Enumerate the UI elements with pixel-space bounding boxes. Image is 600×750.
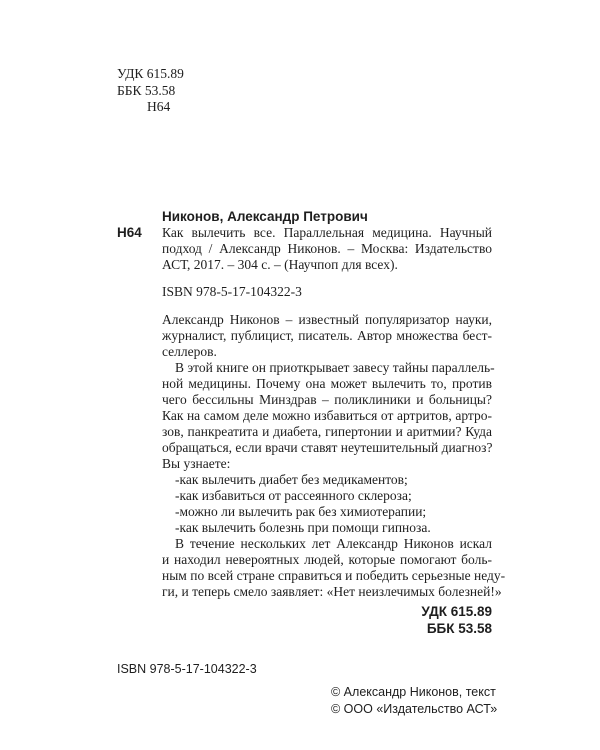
- annotation-line: Как на самом деле можно избавиться от артритов, артро-: [162, 408, 492, 423]
- annotation-line: Вы узнаете:: [162, 456, 231, 471]
- annotation-line: зов, панкреатита и диабета, гипертонии и аритмии? Куда: [162, 424, 492, 439]
- classification-block-top: [117, 66, 184, 116]
- udk-code-bottom: УДК 615.89: [421, 604, 492, 619]
- annotation-line: ным по всей стране справиться и победить серьезные неду-: [162, 568, 506, 583]
- isbn-bottom: ISBN 978-5-17-104322-3: [117, 662, 257, 676]
- annotation-list-item: -как избавиться от рассеянного склероза;: [175, 488, 412, 503]
- cutter-mark-record: Н64: [117, 225, 142, 240]
- title-line: подход / Александр Никонов. – Москва: Издательство: [162, 241, 492, 256]
- annotation-line: ги, и теперь смело заявляет: «Нет неизлечимых болезней!»: [162, 584, 502, 599]
- annotation-line: и находил невероятных людей, которые помогают боль-: [162, 552, 492, 567]
- annotation-line: В течение нескольких лет Александр Никонов искал: [175, 536, 492, 551]
- annotation-line: обращаться, если врачи ставят неутешительный диагноз?: [162, 440, 493, 455]
- annotation-list-item: -можно ли вылечить рак без химиотерапии;: [175, 504, 427, 519]
- annotation-line: Александр Никонов – известный популяризатор науки,: [162, 312, 492, 327]
- bbk-code-bottom: ББК 53.58: [426, 621, 492, 636]
- annotation-line: чего бессильны Минздрав – поликлиники и больницы?: [162, 392, 492, 407]
- bbk-code: ББК 53.58: [117, 82, 176, 98]
- title-line: АСТ, 2017. – 304 с. – (Научпоп для всех).: [162, 257, 398, 272]
- copyright-publisher: © ООО «Издательство АСТ»: [331, 702, 498, 716]
- isbn-record: ISBN 978-5-17-104322-3: [162, 284, 302, 299]
- copyright-author: © Александр Никонов, текст: [331, 685, 496, 699]
- annotation-list-item: -как вылечить болезнь при помощи гипноза.: [175, 520, 431, 535]
- cutter-mark: Н64: [147, 99, 171, 114]
- author-heading: Никонов, Александр Петрович: [162, 209, 368, 224]
- annotation-line: В этой книге он приоткрывает завесу тайны параллель-: [175, 360, 495, 375]
- annotation-line: журналист, публицист, писатель. Автор множества бест-: [162, 328, 492, 343]
- annotation-line: селлеров.: [162, 344, 217, 359]
- annotation-line: ной медицины. Почему она может вылечить то, против: [162, 376, 492, 391]
- annotation-list-item: -как вылечить диабет без медикаментов;: [175, 472, 408, 487]
- udk-code: УДК 615.89: [117, 66, 184, 81]
- title-line: Как вылечить все. Параллельная медицина. Научный: [162, 225, 492, 240]
